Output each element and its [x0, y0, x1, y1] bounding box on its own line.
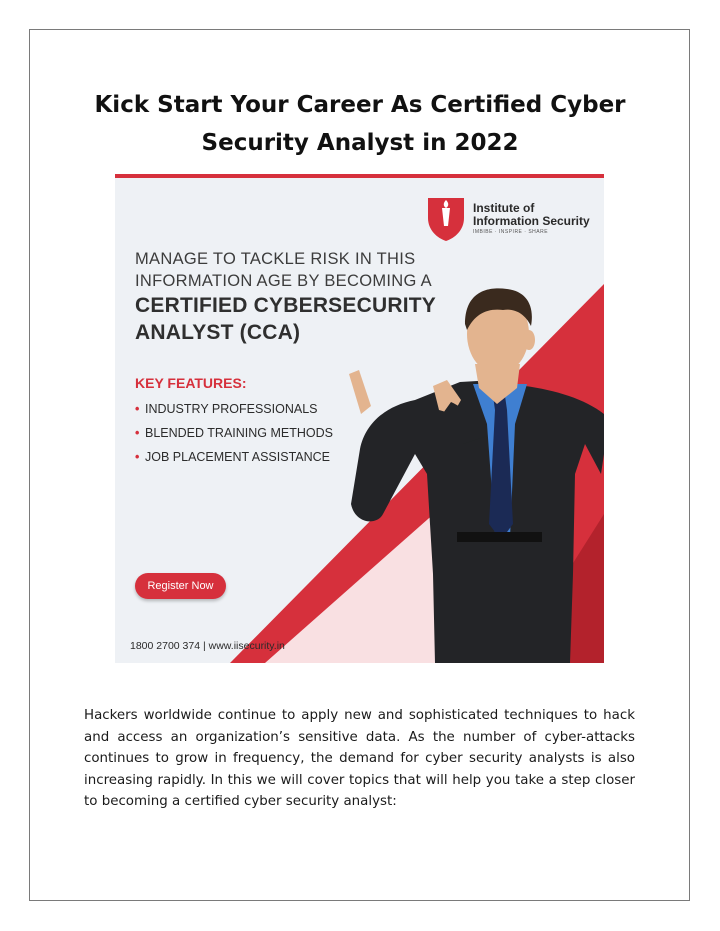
- belt: [457, 532, 542, 542]
- page-title: [60, 86, 660, 162]
- headline-line-4: ANALYST (CCA): [135, 321, 301, 344]
- institute-shield-icon: [427, 196, 465, 242]
- banner-headline: [135, 248, 436, 346]
- feature-item: [135, 397, 333, 421]
- headline-line-3: CERTIFIED CYBERSECURITY: [135, 294, 436, 317]
- course-banner: [115, 174, 604, 663]
- feature-label: BLENDED TRAINING METHODS: [145, 426, 333, 440]
- key-features-title: KEY FEATURES:: [135, 375, 247, 391]
- title-line-2: Security Analyst in 2022: [201, 130, 519, 156]
- bullet-icon: •: [135, 426, 140, 440]
- feature-item: [135, 421, 333, 445]
- headline-line-2: INFORMATION AGE BY BECOMING A: [135, 272, 432, 290]
- bullet-icon: •: [135, 402, 140, 416]
- body-paragraph: Hackers worldwide continue to apply new and sophisticated techniques to hack and access an organization’s sensitive data. As the number of cyber-attacks continues to grow in frequency, the demand for cyber security analysts is also increasing rapidly. In this we will cover topics that will help you take a step closer to becoming a certified cyber security analyst:: [84, 708, 635, 809]
- contact-info: 1800 2700 374 | www.iisecurity.in: [130, 640, 285, 652]
- feature-item: [135, 445, 333, 469]
- bullet-icon: •: [135, 450, 140, 464]
- feature-label: JOB PLACEMENT ASSISTANCE: [145, 450, 331, 464]
- features-list: [135, 397, 333, 469]
- title-line-1: Kick Start Your Career As Certified Cyber: [94, 92, 626, 118]
- institute-name-line-1: Institute of: [473, 201, 535, 215]
- register-now-button[interactable]: Register Now: [135, 573, 226, 599]
- institute-name: [473, 202, 590, 228]
- feature-label: INDUSTRY PROFESSIONALS: [145, 402, 318, 416]
- ear: [523, 330, 535, 350]
- institute-tagline: IMBIBE · INSPIRE · SHARE: [473, 229, 549, 235]
- headline-line-1: MANAGE TO TACKLE RISK IN THIS: [135, 250, 416, 268]
- left-hand: [349, 370, 371, 414]
- institute-name-line-2: Information Security: [473, 214, 590, 228]
